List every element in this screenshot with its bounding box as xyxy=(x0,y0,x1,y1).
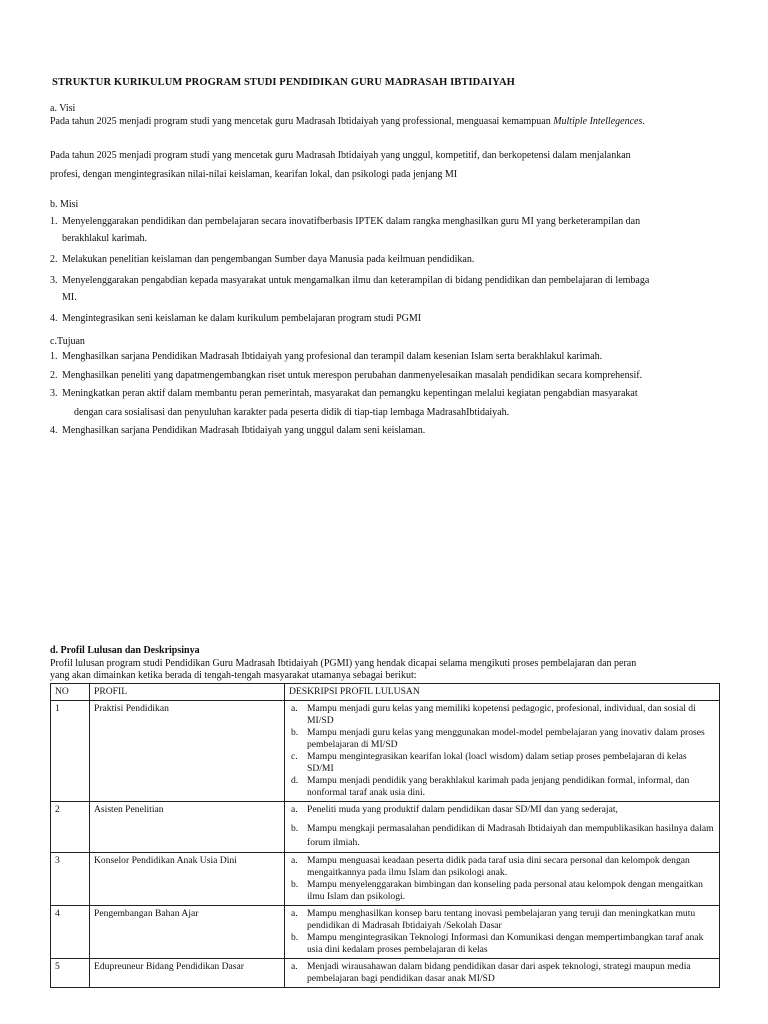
table-row xyxy=(51,852,720,905)
desc-item xyxy=(289,908,715,932)
misi-item-text: Menyelenggarakan pendidikan dan pembelajaran secara inovatifberbasis IPTEK dalam rangka menghasilkan guru MI yang berketerampilan dan xyxy=(62,216,641,227)
cell-profil: Asisten Penelitian xyxy=(90,801,285,852)
cell-no: 4 xyxy=(51,905,90,958)
desc-marker: a. xyxy=(291,854,298,866)
cell-deskripsi xyxy=(285,801,720,852)
profil-intro-line: yang akan dimainkan ketika berada di tengah-tengah masyarakat utamanya sebagai berikut: xyxy=(50,670,417,681)
cell-deskripsi xyxy=(285,700,720,801)
cell-profil: Pengembangan Bahan Ajar xyxy=(90,905,285,958)
tujuan-item-text: Menghasilkan sarjana Pendidikan Madrasah Ibtidaiyah yang profesional dan terampil dalam kesenian Islam serta berakhlakul karimah. xyxy=(62,351,603,362)
tujuan-item-text: Meningkatkan peran aktif dalam membantu peran pemerintah, masyarakat dan pemangku kepentingan melalui kegiatan pengabdian masyarakat xyxy=(62,388,638,399)
misi-item-number: 3. xyxy=(50,275,58,286)
desc-item xyxy=(289,703,715,727)
visi-paragraph-1 xyxy=(50,115,720,128)
cell-profil: Edupreuneur Bidang Pendidikan Dasar xyxy=(90,958,285,987)
cell-deskripsi xyxy=(285,852,720,905)
tujuan-item xyxy=(50,348,720,367)
tujuan-item xyxy=(50,385,720,422)
table-row xyxy=(51,801,720,852)
tujuan-item xyxy=(50,367,720,386)
misi-item xyxy=(50,251,720,268)
misi-item-number: 2. xyxy=(50,254,58,265)
profile-table xyxy=(50,683,720,988)
misi-item-number: 4. xyxy=(50,313,58,324)
desc-item xyxy=(289,751,715,775)
desc-marker: b. xyxy=(291,878,299,890)
desc-marker: b. xyxy=(291,822,299,834)
misi-item xyxy=(50,272,720,306)
cell-no: 3 xyxy=(51,852,90,905)
desc-item xyxy=(289,822,715,850)
tujuan-item-text: Menghasilkan sarjana Pendidikan Madrasah Ibtidaiyah yang unggul dalam seni keislaman. xyxy=(62,425,426,436)
misi-item xyxy=(50,213,720,247)
tujuan-heading: c.Tujuan xyxy=(50,336,85,347)
header-no: NO xyxy=(51,684,90,701)
visi-p2-line: profesi, dengan mengintegrasikan nilai-nilai keislaman, kearifan lokal, dan psikologi pada jenjang MI xyxy=(50,169,458,180)
desc-text: Mampu mengintegrasikan kearifan lokal (loacl wisdom) dalam setiap proses pembelajaran di kelas SD/MI xyxy=(307,750,687,774)
desc-marker: a. xyxy=(291,803,298,815)
table-row xyxy=(51,958,720,987)
visi-section xyxy=(50,102,720,128)
desc-text: Peneliti muda yang produktif dalam pendidikan dasar SD/MI dan yang sederajat, xyxy=(307,803,618,815)
desc-item xyxy=(289,855,715,879)
header-deskripsi: DESKRIPSI PROFIL LULUSAN xyxy=(285,684,720,701)
misi-item-text: Mengintegrasikan seni keislaman ke dalam kurikulum pembelajaran program studi PGMI xyxy=(62,313,422,324)
misi-item-text: berakhlakul karimah. xyxy=(62,233,147,244)
visi-p1-text: Pada tahun 2025 menjadi program studi yang mencetak guru Madrasah Ibtidaiyah yang professional, menguasai kemampuan xyxy=(50,116,554,127)
desc-text: Mampu menyelenggarakan bimbingan dan konseling pada personal atau kelompok dengan mengaitkan ilmu Islam dan psikologi. xyxy=(307,878,703,902)
visi-p1-italic: Multiple Intellegences xyxy=(553,116,643,127)
desc-item xyxy=(289,804,715,816)
misi-item-number: 1. xyxy=(50,216,58,227)
desc-marker: c. xyxy=(291,750,298,762)
visi-heading: a. Visi xyxy=(50,103,76,114)
desc-marker: d. xyxy=(291,774,299,786)
cell-no: 1 xyxy=(51,700,90,801)
desc-text: Mampu menghasilkan konsep baru tentang inovasi pembelajaran yang teruji dan meningkatkan mutu pendidikan di Madrasah Ibtidaiyah /Sekolah Dasar xyxy=(307,907,696,931)
tujuan-item-number: 4. xyxy=(50,425,58,436)
profil-section xyxy=(50,645,720,683)
visi-p1-end: . xyxy=(642,116,645,127)
tujuan-section xyxy=(50,336,720,441)
tujuan-item-text: dengan cara sosialisasi dan penyuluhan karakter pada peserta didik di tiap-tiap lembaga MadrasahIbtidaiyah. xyxy=(74,406,510,418)
desc-text: Mampu mengkaji permasalahan pendidikan di Madrasah Ibtidaiyah dan mempublikasikan hasilnya dalam forum ilmiah. xyxy=(307,822,714,848)
desc-text: Mampu menjadi guru kelas yang memiliki kopetensi pedagogic, profesional, individual, dan sosial di MI/SD xyxy=(307,702,696,726)
desc-marker: b. xyxy=(291,726,299,738)
misi-item xyxy=(50,310,720,327)
table-header-row xyxy=(51,684,720,701)
desc-text: Mampu menjadi pendidik yang berakhlakul karimah pada jenjang pendidikan formal, informal, dan nonformal taraf anak usia dini. xyxy=(307,774,690,798)
cell-profil: Praktisi Pendidikan xyxy=(90,700,285,801)
cell-no: 2 xyxy=(51,801,90,852)
desc-text: Menjadi wirausahawan dalam bidang pendidikan dasar dari aspek teknologi, strategi maupun media pembelajaran bagi pendidikan dasar anak MI/SD xyxy=(307,960,691,984)
cell-deskripsi xyxy=(285,905,720,958)
cell-profil: Konselor Pendidikan Anak Usia Dini xyxy=(90,852,285,905)
desc-item xyxy=(289,961,715,985)
misi-item-text: Menyelenggarakan pengabdian kepada masyarakat untuk mengamalkan ilmu dan keterampilan di bidang pendidikan dan pembelajaran di lembaga xyxy=(62,275,650,286)
tujuan-item-text: Menghasilkan peneliti yang dapatmengembangkan riset untuk merespon perubahan danmenyelesaikan masalah pendidikan secara komprehensif. xyxy=(62,369,643,381)
table-row xyxy=(51,905,720,958)
tujuan-item-number: 2. xyxy=(50,369,58,381)
desc-marker: b. xyxy=(291,931,299,943)
tujuan-item-number: 1. xyxy=(50,351,58,362)
desc-item xyxy=(289,727,715,751)
tujuan-item xyxy=(50,422,720,441)
document-title: STRUKTUR KURIKULUM PROGRAM STUDI PENDIDIKAN GURU MADRASAH IBTIDAIYAH xyxy=(52,77,515,88)
desc-text: Mampu menjadi guru kelas yang menggunakan model-model pembelajaran yang inovativ dalam proses pembelajaran di MI/SD xyxy=(307,726,705,750)
misi-section xyxy=(50,196,720,327)
profil-intro-line: Profil lulusan program studi Pendidikan Guru Madrasah Ibtidaiyah (PGMI) yang hendak dicapai selama mengikuti proses pembelajaran dan peran xyxy=(50,657,637,669)
profil-heading: d. Profil Lulusan dan Deskripsinya xyxy=(50,645,200,656)
misi-item-text: Melakukan penelitian keislaman dan pengembangan Sumber daya Manusia pada keilmuan pendidikan. xyxy=(62,254,475,265)
tujuan-item-number: 3. xyxy=(50,388,58,399)
desc-marker: a. xyxy=(291,702,298,714)
cell-deskripsi xyxy=(285,958,720,987)
desc-marker: a. xyxy=(291,960,298,972)
misi-item-text: MI. xyxy=(62,292,77,303)
table-row xyxy=(51,700,720,801)
cell-no: 5 xyxy=(51,958,90,987)
desc-item xyxy=(289,879,715,903)
desc-text: Mampu mengintegrasikan Teknologi Informasi dan Komunikasi dengan mempertimbangkan taraf anak usia dini kedalam proses pembelajaran di kelas xyxy=(307,931,704,955)
desc-marker: a. xyxy=(291,907,298,919)
header-profil: PROFIL xyxy=(90,684,285,701)
desc-item xyxy=(289,775,715,799)
desc-text: Mampu menguasai keadaan peserta didik pada taraf usia dini secara personal dan kelompok dengan mengaitkannya pada ilmu Islam dan psikologi anak. xyxy=(307,854,690,878)
misi-heading: b. Misi xyxy=(50,199,79,210)
desc-item xyxy=(289,932,715,956)
visi-p2-line: Pada tahun 2025 menjadi program studi yang mencetak guru Madrasah Ibtidaiyah yang unggul, kompetitif, dan berkopetensi dalam menjalankan xyxy=(50,150,631,161)
visi-paragraph-2 xyxy=(50,146,720,184)
